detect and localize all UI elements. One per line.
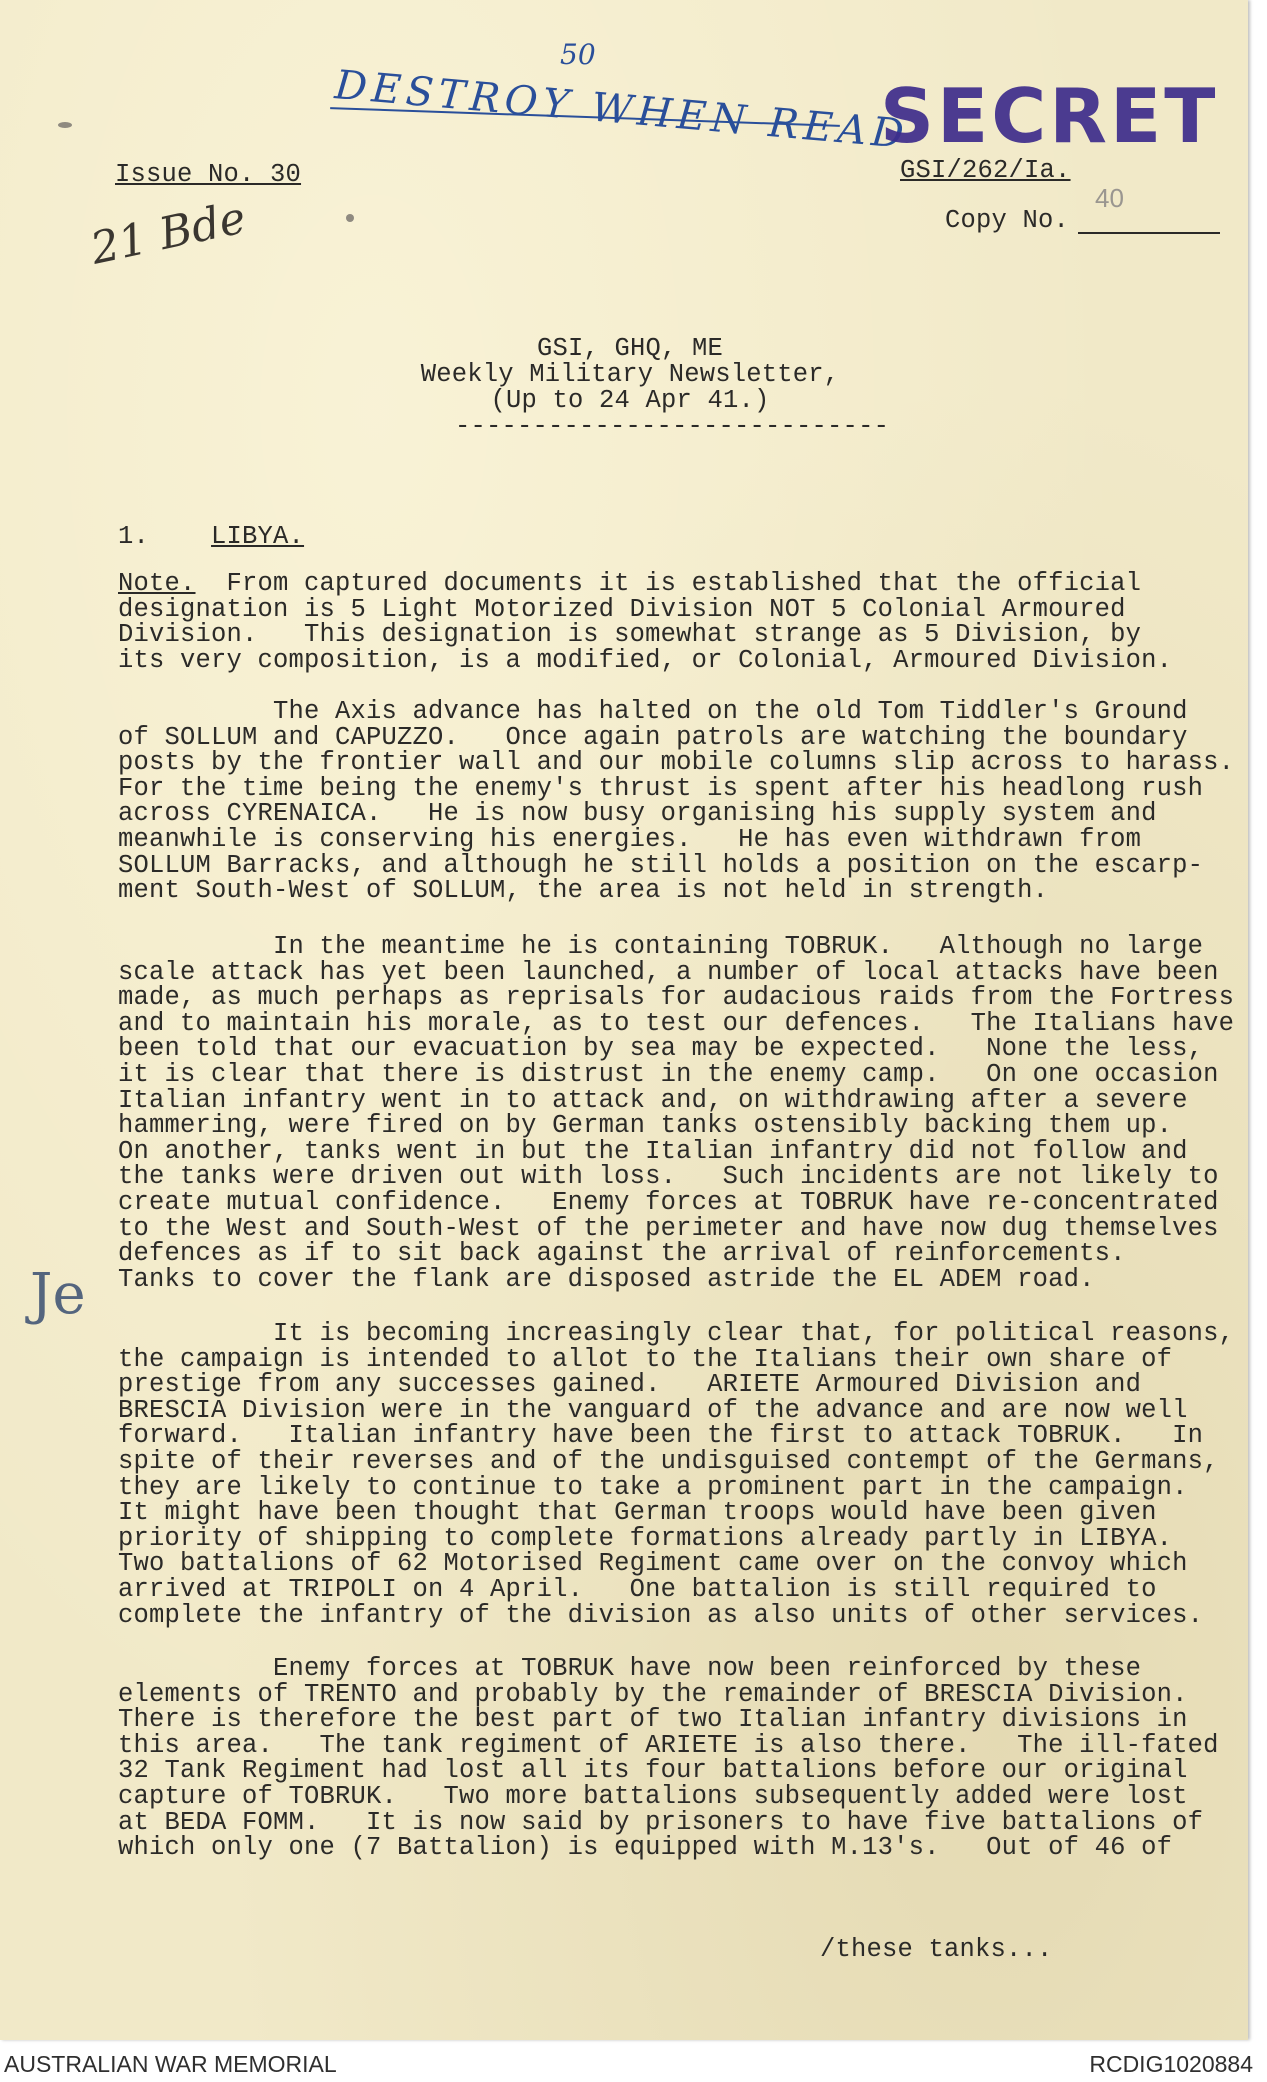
paragraph-line: SOLLUM Barracks, and although he still holds a position on the escarp- bbox=[118, 850, 1204, 880]
copy-number-line bbox=[1078, 232, 1220, 234]
newsletter-title: Weekly Military Newsletter, bbox=[420, 360, 840, 389]
paragraph-line: arrived at TRIPOLI on 4 April. One battalion is still required to bbox=[118, 1574, 1157, 1604]
paragraph-line: 32 Tank Regiment had lost all its four battalions before our original bbox=[118, 1756, 1188, 1786]
note-line: designation is 5 Light Motorized Division NOT 5 Colonial Armoured bbox=[118, 594, 1126, 624]
paragraph-line: create mutual confidence. Enemy forces at TOBRUK have re-concentrated bbox=[118, 1187, 1219, 1217]
paragraph-line: Tanks to cover the flank are disposed astride the EL ADEM road. bbox=[118, 1264, 1095, 1294]
note-line: Division. This designation is somewhat strange as 5 Division, by bbox=[118, 620, 1142, 650]
paragraph-line: which only one (7 Battalion) is equipped with M.13's. Out of 46 of bbox=[118, 1833, 1173, 1863]
paragraph-line: It might have been thought that German troops would have been given bbox=[118, 1498, 1157, 1528]
paragraph-line: Enemy forces at TOBRUK have now been reinforced by these bbox=[118, 1654, 1142, 1683]
paragraph-line: complete the infantry of the division as also units of other services. bbox=[118, 1600, 1204, 1630]
paragraph-line: it is clear that there is distrust in the enemy camp. On one occasion bbox=[118, 1059, 1219, 1089]
paper-mark bbox=[346, 214, 354, 222]
paragraph-line: the campaign is intended to allot to the Italians their own share of bbox=[118, 1344, 1173, 1374]
paragraph-line: ment South-West of SOLLUM, the area is not held in strength. bbox=[118, 876, 1049, 906]
newsletter-origin: GSI, GHQ, ME bbox=[536, 334, 724, 363]
paragraph-line: posts by the frontier wall and our mobile columns slip across to harass. bbox=[118, 748, 1235, 778]
paragraph-line: been told that our evacuation by sea may be expected. None the less, bbox=[118, 1034, 1204, 1064]
copy-number-label: Copy No. bbox=[945, 206, 1070, 235]
paragraph-line: forward. Italian infantry have been the first to attack TOBRUK. In bbox=[118, 1421, 1204, 1451]
issue-number: Issue No. 30 bbox=[115, 160, 302, 189]
handwritten-copy-number: 40 bbox=[1095, 183, 1124, 213]
archive-credit: AUSTRALIAN WAR MEMORIAL bbox=[4, 2051, 337, 2077]
paragraph-axis-advance bbox=[118, 699, 1248, 904]
paragraph-line: Italian infantry went in to attack and, on withdrawing after a severe bbox=[118, 1085, 1188, 1115]
paragraph-line: hammering, were fired on by German tanks ostensibly backing them up. bbox=[118, 1111, 1173, 1141]
note-line: From captured documents it is established that the official bbox=[195, 569, 1142, 598]
paragraph-line: of SOLLUM and CAPUZZO. Once again patrols are watching the boundary bbox=[118, 722, 1188, 752]
newsletter-date: (Up to 24 Apr 41.) bbox=[490, 386, 770, 415]
file-reference: GSI/262/Ia. bbox=[900, 156, 1071, 185]
paragraph-line: scale attack has yet been launched, a number of local attacks have been bbox=[118, 957, 1219, 987]
secret-stamp: SECRET bbox=[880, 72, 1219, 160]
paragraph-line: they are likely to continue to take a prominent part in the campaign. bbox=[118, 1472, 1188, 1502]
section-title: LIBYA. bbox=[211, 522, 305, 551]
paragraph-line: In the meantime he is containing TOBRUK. Although no large bbox=[118, 932, 1204, 961]
paragraph-line: BRESCIA Division were in the vanguard of the advance and are now well bbox=[118, 1395, 1188, 1425]
paragraph-line: across CYRENAICA. He is now busy organising his supply system and bbox=[118, 799, 1157, 829]
paragraph-line: spite of their reverses and of the undisguised contempt of the Germans, bbox=[118, 1446, 1219, 1476]
paragraph-line: defences as if to sit back against the arrival of reinforcements. bbox=[118, 1239, 1126, 1269]
paragraph-line: On another, tanks went in but the Italian infantry did not follow and bbox=[118, 1136, 1188, 1166]
paragraph-line: made, as much perhaps as reprisals for audacious raids from the Fortress bbox=[118, 983, 1235, 1013]
section-heading bbox=[118, 524, 304, 550]
paragraph-line: For the time being the enemy's thrust is spent after his headlong rush bbox=[118, 773, 1204, 803]
note-label: Note. bbox=[118, 569, 196, 598]
note-line: its very composition, is a modified, or Colonial, Armoured Division. bbox=[118, 645, 1173, 675]
paragraph-line: elements of TRENTO and probably by the remainder of BRESCIA Division. bbox=[118, 1679, 1188, 1709]
handwritten-margin-initial: Je bbox=[30, 1262, 86, 1327]
paragraph-line: There is therefore the best part of two Italian infantry divisions in bbox=[118, 1705, 1188, 1735]
paragraph-line: prestige from any successes gained. ARIETE Armoured Division and bbox=[118, 1370, 1142, 1400]
paragraph-line: the tanks were driven out with loss. Such incidents are not likely to bbox=[118, 1162, 1219, 1192]
title-rule: ---------------------------- bbox=[455, 412, 890, 441]
paragraph-line: and to maintain his morale, as to test our defences. The Italians have bbox=[118, 1008, 1235, 1038]
continuation-catchword: /these tanks... bbox=[820, 1935, 1053, 1964]
section-number: 1. bbox=[118, 522, 150, 551]
paragraph-tobruk-reinforcement bbox=[118, 1656, 1248, 1861]
note-paragraph bbox=[118, 571, 1248, 673]
handwritten-destroy-note: DESTROY WHEN READ bbox=[332, 62, 911, 159]
paragraph-line: this area. The tank regiment of ARIETE is also there. The ill-fated bbox=[118, 1730, 1219, 1760]
paragraph-line: at BEDA FOMM. It is now said by prisoners to have five battalions of bbox=[118, 1807, 1204, 1837]
paragraph-line: capture of TOBRUK. Two more battalions subsequently added were lost bbox=[118, 1781, 1188, 1811]
handwritten-number: 50 bbox=[560, 38, 596, 71]
paragraph-line: to the West and South-West of the perimeter and have now dug themselves bbox=[118, 1213, 1219, 1243]
paragraph-line: The Axis advance has halted on the old Tom Tiddler's Ground bbox=[118, 697, 1188, 726]
paragraph-line: It is becoming increasingly clear that, for political reasons, bbox=[118, 1319, 1235, 1348]
staple-mark bbox=[58, 122, 72, 128]
paragraph-italian-prestige bbox=[118, 1321, 1248, 1628]
paragraph-line: priority of shipping to complete formations already partly in LIBYA. bbox=[118, 1523, 1173, 1553]
archive-reference: RCDIG1020884 bbox=[1089, 2051, 1253, 2077]
paragraph-line: meanwhile is conserving his energies. He has even withdrawn from bbox=[118, 824, 1142, 854]
handwritten-unit-note: 21 Bde bbox=[86, 192, 251, 275]
paragraph-line: Two battalions of 62 Motorised Regiment came over on the convoy which bbox=[118, 1549, 1188, 1579]
paragraph-tobruk-containment bbox=[118, 934, 1248, 1292]
